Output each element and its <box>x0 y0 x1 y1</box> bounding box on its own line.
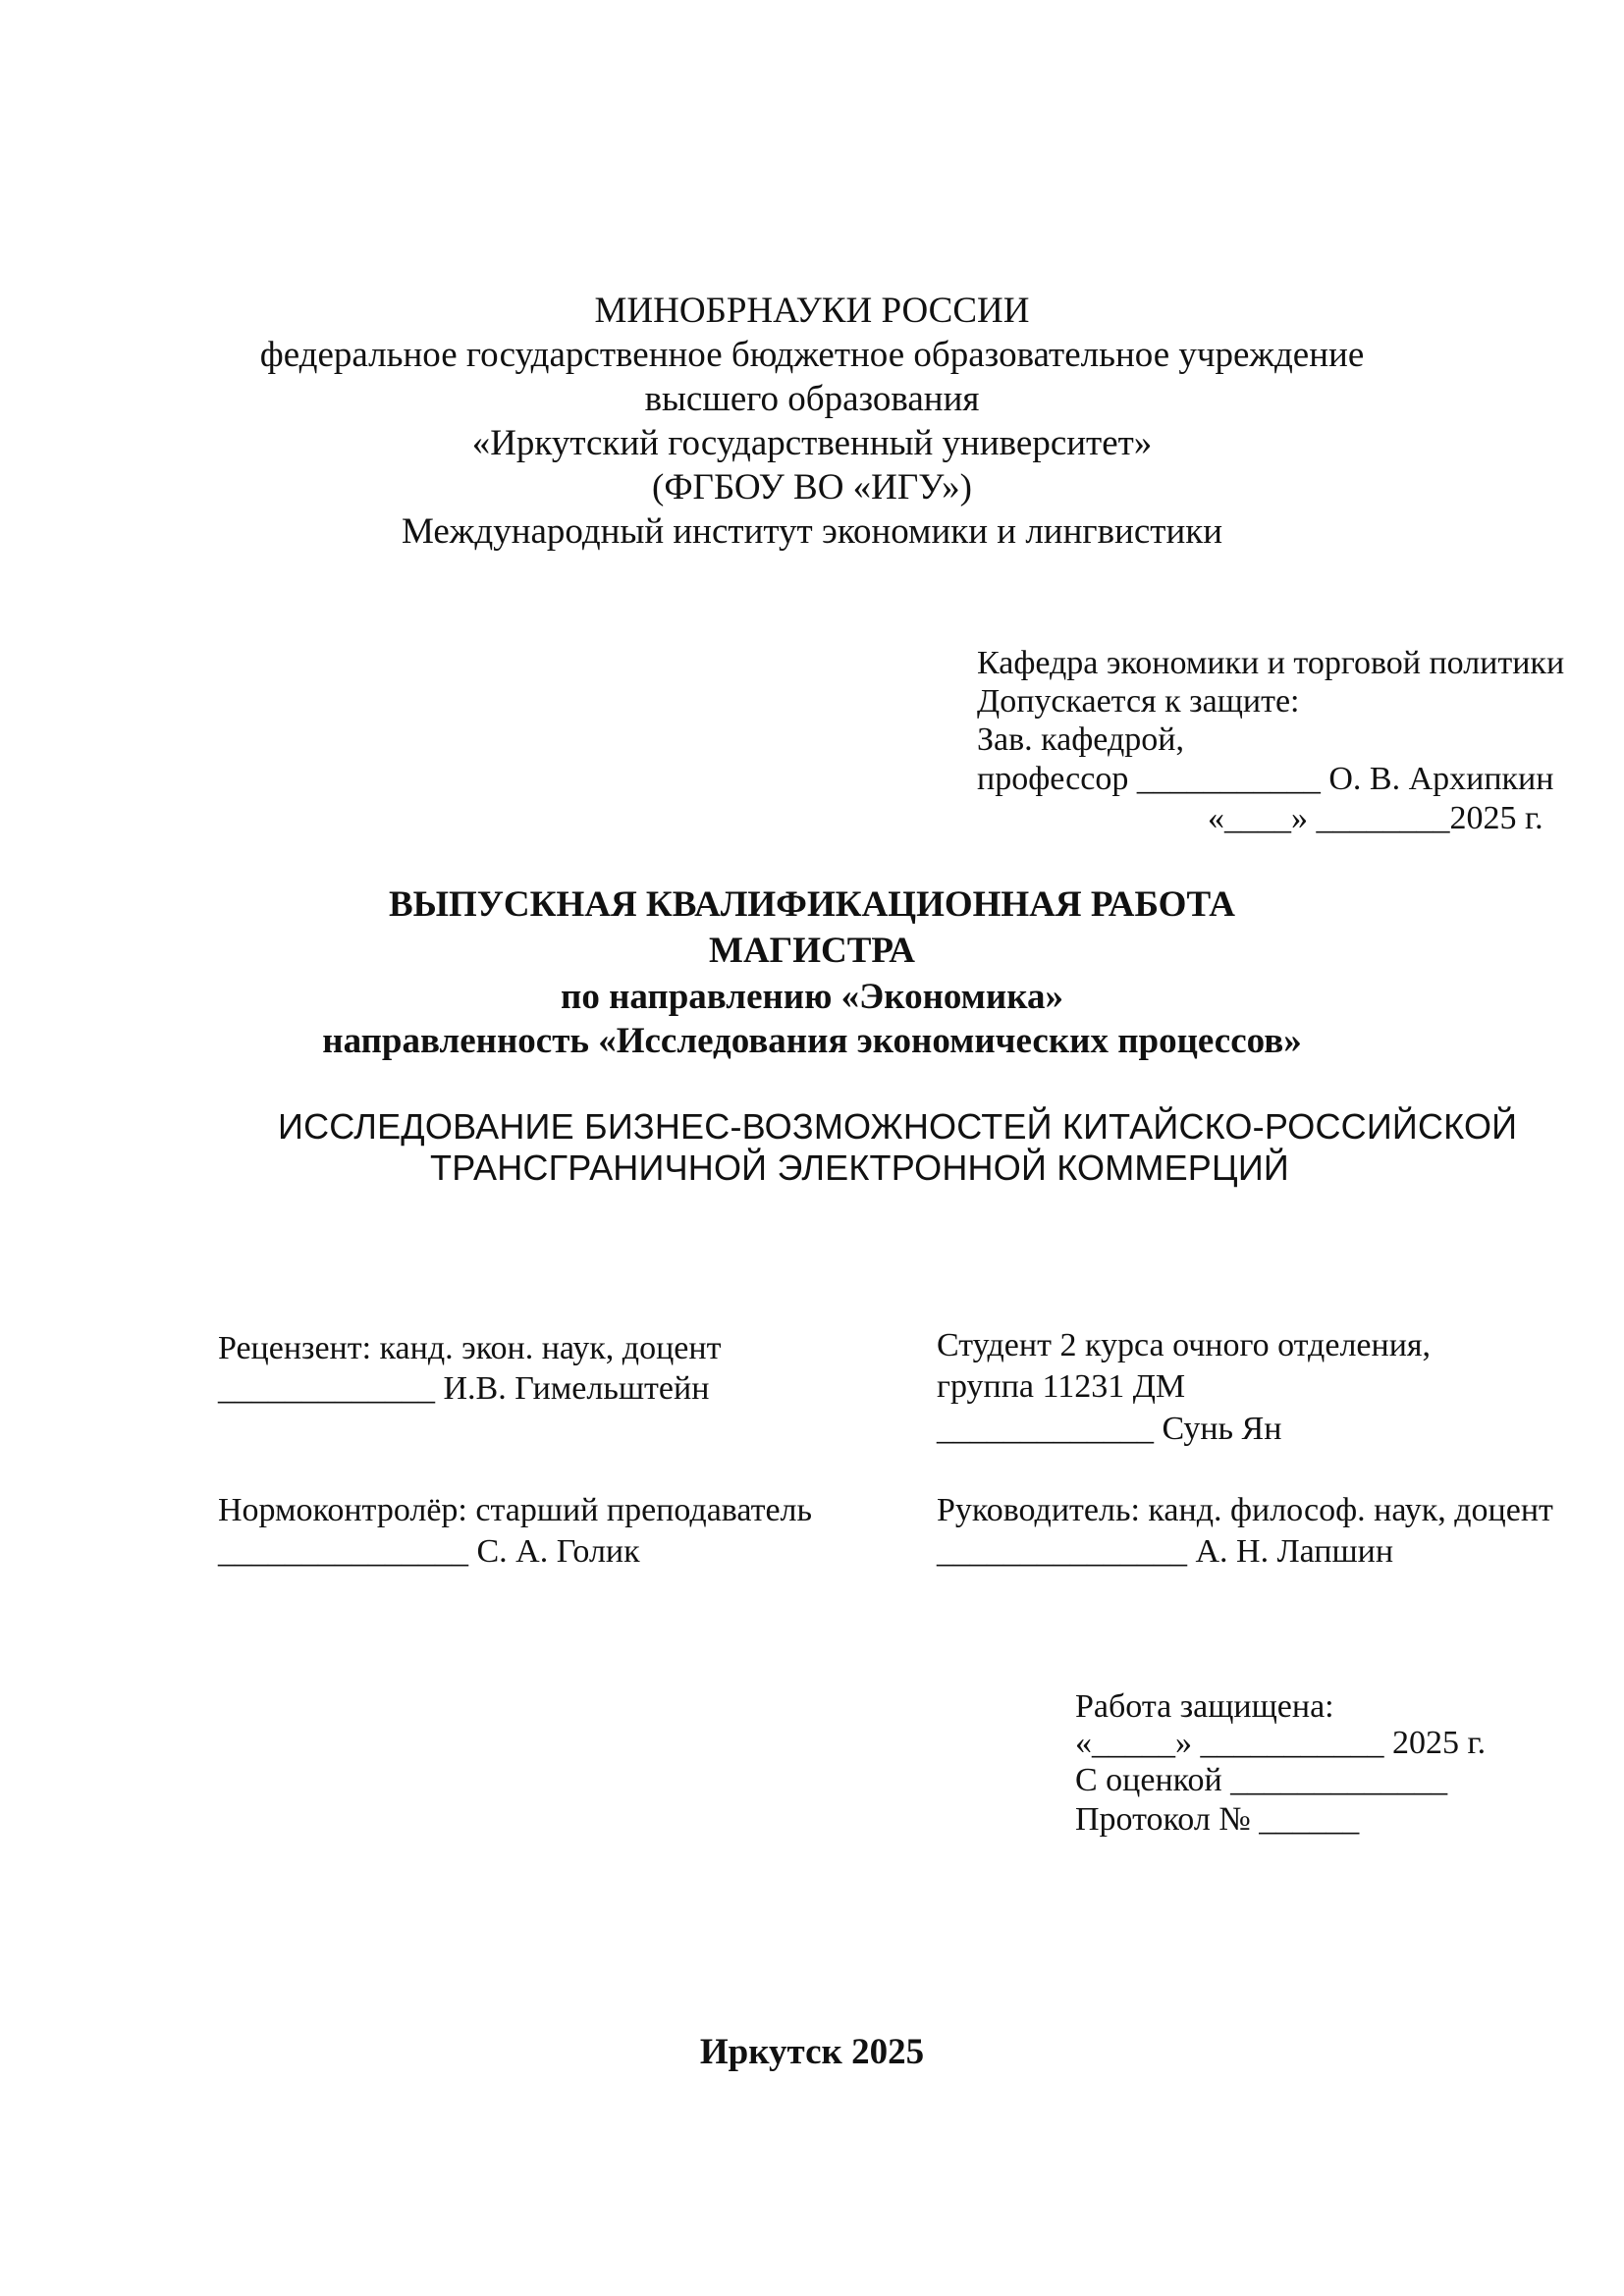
head-title: Зав. кафедрой, <box>977 721 1184 758</box>
supervisor-signature: _______________ А. Н. Лапшин <box>937 1533 1394 1570</box>
reviewer-role: Рецензент: канд. экон. наук, доцент <box>218 1330 722 1366</box>
approval-date-line: «____» ________2025 г. <box>1208 800 1543 836</box>
student-role: Студент 2 курса очного отделения, <box>937 1327 1432 1363</box>
reviewer-signature: _____________ И.В. Гимельштейн <box>218 1370 710 1407</box>
education-level: высшего образования <box>644 379 980 419</box>
university-name: «Иркутский государственный университет» <box>471 423 1153 463</box>
city-year: Иркутск 2025 <box>699 2032 925 2072</box>
defense-grade-line: С оценкой _____________ <box>1075 1762 1448 1798</box>
supervisor-role: Руководитель: канд. философ. наук, доцент <box>937 1492 1553 1528</box>
norm-controller-role: Нормоконтролёр: старший преподаватель <box>218 1492 813 1528</box>
institution-type: федеральное государственное бюджетное образовательное учреждение <box>259 335 1365 375</box>
topic-line-2: ТРАНСГРАНИЧНОЙ ЭЛЕКТРОННОЙ КОММЕРЦИЙ <box>430 1148 1289 1188</box>
head-signature-line: профессор ___________ О. В. Архипкин <box>977 761 1554 797</box>
defense-date-line: «_____» ___________ 2025 г. <box>1075 1725 1487 1761</box>
institute-name: Международный институт экономики и лингвистики <box>401 511 1223 552</box>
topic-line-1: ИССЛЕДОВАНИЕ БИЗНЕС-ВОЗМОЖНОСТЕЙ КИТАЙСКО-РОССИЙСКОЙ <box>278 1106 1518 1147</box>
defense-status: Работа защищена: <box>1075 1688 1334 1725</box>
student-group: группа 11231 ДМ <box>937 1368 1186 1405</box>
university-abbreviation: (ФГБОУ ВО «ИГУ») <box>652 467 972 507</box>
work-type-title: ВЫПУСКНАЯ КВАЛИФИКАЦИОННАЯ РАБОТА <box>388 884 1236 925</box>
degree-title: МАГИСТРА <box>709 931 915 971</box>
student-signature: _____________ Сунь Ян <box>937 1411 1282 1447</box>
ministry-name: МИНОБРНАУКИ РОССИИ <box>594 291 1030 331</box>
department-name: Кафедра экономики и торговой политики <box>977 645 1565 681</box>
defense-protocol-line: Протокол № ______ <box>1075 1801 1360 1838</box>
direction-title: по направлению «Экономика» <box>561 977 1063 1017</box>
norm-controller-signature: _______________ С. А. Голик <box>218 1533 640 1570</box>
focus-title: направленность «Исследования экономических процессов» <box>322 1021 1302 1061</box>
admitted-label: Допускается к защите: <box>977 683 1300 720</box>
